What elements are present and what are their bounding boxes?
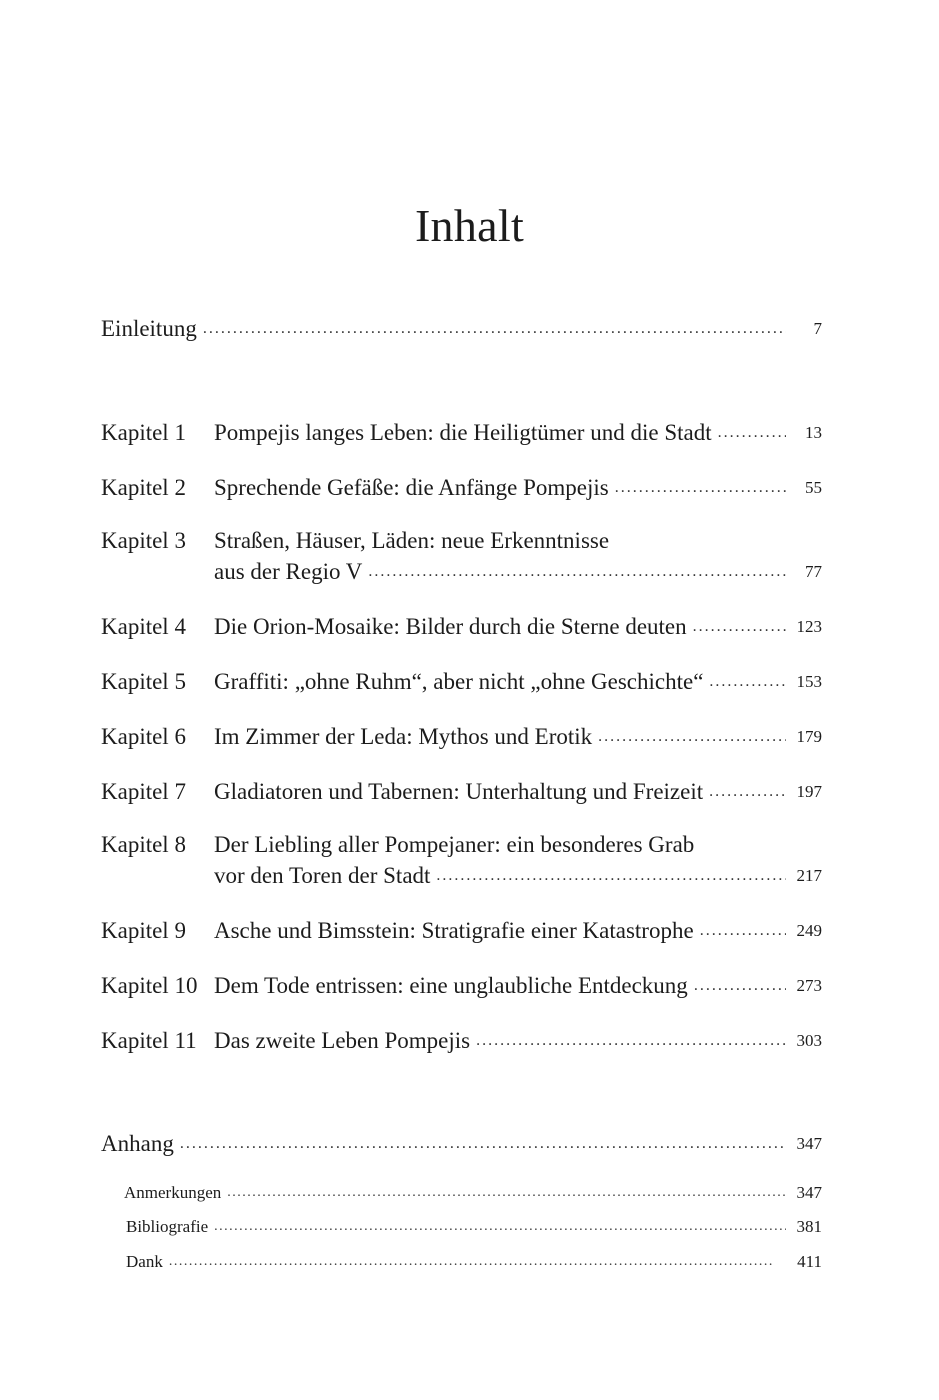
toc-entry-chapter-7[interactable] [101, 775, 822, 807]
chapter-title: Pompejis langes Leben: die Heiligtümer und die Stadt [214, 420, 712, 445]
chapter-title: Gladiatoren und Tabernen: Unterhaltung und Freizeit [214, 779, 704, 804]
chapter-number: Kapitel 2 [101, 475, 186, 500]
toc-entry-chapter-6[interactable] [101, 720, 822, 752]
dot-leader [615, 473, 786, 503]
chapter-title: Im Zimmer der Leda: Mythos und Erotik [214, 724, 593, 749]
toc-entry-chapter-11[interactable] [101, 1024, 822, 1056]
chapter-number: Kapitel 7 [101, 779, 186, 804]
chapter-title-continuation: vor den Toren der Stadt [214, 863, 431, 888]
toc-page-number: 347 [796, 1183, 822, 1202]
toc-page-number: 153 [796, 672, 822, 691]
chapter-number: Kapitel 6 [101, 724, 186, 749]
toc-label: Einleitung [101, 316, 197, 341]
toc-entry-chapter-10[interactable] [101, 969, 822, 1001]
dot-leader [180, 1129, 786, 1159]
toc-entry-chapter-4[interactable] [101, 610, 822, 642]
toc-label: Anhang [101, 1131, 174, 1156]
chapter-number: Kapitel 3 [101, 528, 186, 553]
dot-leader [709, 777, 786, 807]
dot-leader [169, 1247, 786, 1277]
toc-page-number: 347 [796, 1134, 822, 1153]
dot-leader [694, 971, 786, 1001]
toc-page-number: 55 [805, 478, 822, 497]
toc-entry-chapter-3-continuation[interactable] [101, 555, 822, 587]
dot-leader [368, 557, 786, 587]
chapter-title: Die Orion-Mosaike: Bilder durch die Sterne deuten [214, 614, 687, 639]
toc-entry-chapter-1[interactable] [101, 416, 822, 448]
toc-page-number: 197 [796, 782, 822, 801]
toc-page-number: 217 [796, 866, 822, 885]
dot-leader [203, 314, 786, 344]
chapter-title: Graffiti: „ohne Ruhm“, aber nicht „ohne Geschichte“ [214, 669, 704, 694]
chapter-title: Dem Tode entrissen: eine unglaubliche Entdeckung [214, 973, 688, 998]
toc-page-number: 77 [805, 562, 822, 581]
dot-leader [598, 722, 786, 752]
chapter-number: Kapitel 10 [101, 973, 198, 998]
toc-page-number: 303 [796, 1031, 822, 1050]
toc-entry-chapter-9[interactable] [101, 914, 822, 946]
toc-entry-chapter-3[interactable] [101, 526, 822, 556]
dot-leader [436, 861, 786, 891]
toc-page-number: 13 [805, 423, 822, 442]
toc-label: Dank [126, 1252, 163, 1271]
toc-page-number: 179 [796, 727, 822, 746]
toc-entry-chapter-8-continuation[interactable] [101, 859, 822, 891]
chapter-title: Das zweite Leben Pompejis [214, 1028, 471, 1053]
dot-leader [693, 612, 786, 642]
toc-page-number: 249 [796, 921, 822, 940]
dot-leader [709, 667, 786, 697]
chapter-number: Kapitel 1 [101, 420, 186, 445]
chapter-number: Kapitel 11 [101, 1028, 197, 1053]
chapter-number: Kapitel 9 [101, 918, 186, 943]
dot-leader [214, 1212, 786, 1242]
toc-page-number: 7 [813, 319, 822, 338]
chapter-title-continuation: aus der Regio V [214, 559, 363, 584]
toc-page-number: 123 [796, 617, 822, 636]
dot-leader [700, 916, 786, 946]
dot-leader [227, 1178, 786, 1208]
page-title: Inhalt [414, 200, 525, 251]
chapter-number: Kapitel 5 [101, 669, 186, 694]
toc-label: Anmerkungen [124, 1183, 222, 1202]
toc-entry-bibliografie[interactable] [126, 1216, 822, 1242]
toc-entry-chapter-8[interactable] [101, 830, 822, 860]
chapter-title: Sprechende Gefäße: die Anfänge Pompejis [214, 475, 609, 500]
toc-label: Bibliografie [126, 1217, 209, 1236]
toc-page-number: 381 [796, 1217, 822, 1236]
chapter-title: Der Liebling aller Pompejaner: ein besonderes Grab [214, 832, 695, 857]
toc-page-number: 273 [796, 976, 822, 995]
dot-leader [718, 418, 786, 448]
chapter-number: Kapitel 4 [101, 614, 186, 639]
chapter-title: Asche und Bimsstein: Stratigrafie einer Katastrophe [214, 918, 694, 943]
toc-entry-chapter-5[interactable] [101, 665, 822, 697]
toc-entry-chapter-2[interactable] [101, 471, 822, 503]
chapter-title: Straßen, Häuser, Läden: neue Erkenntnisse [214, 528, 610, 553]
toc-entry-dank[interactable] [126, 1251, 822, 1277]
toc-entry-intro[interactable] [101, 312, 822, 344]
toc-entry-anmerkungen[interactable] [124, 1182, 822, 1208]
chapter-number: Kapitel 8 [101, 832, 186, 857]
dot-leader [476, 1026, 786, 1056]
toc-entry-appendix[interactable] [101, 1127, 822, 1159]
toc-page-number: 411 [797, 1252, 822, 1271]
